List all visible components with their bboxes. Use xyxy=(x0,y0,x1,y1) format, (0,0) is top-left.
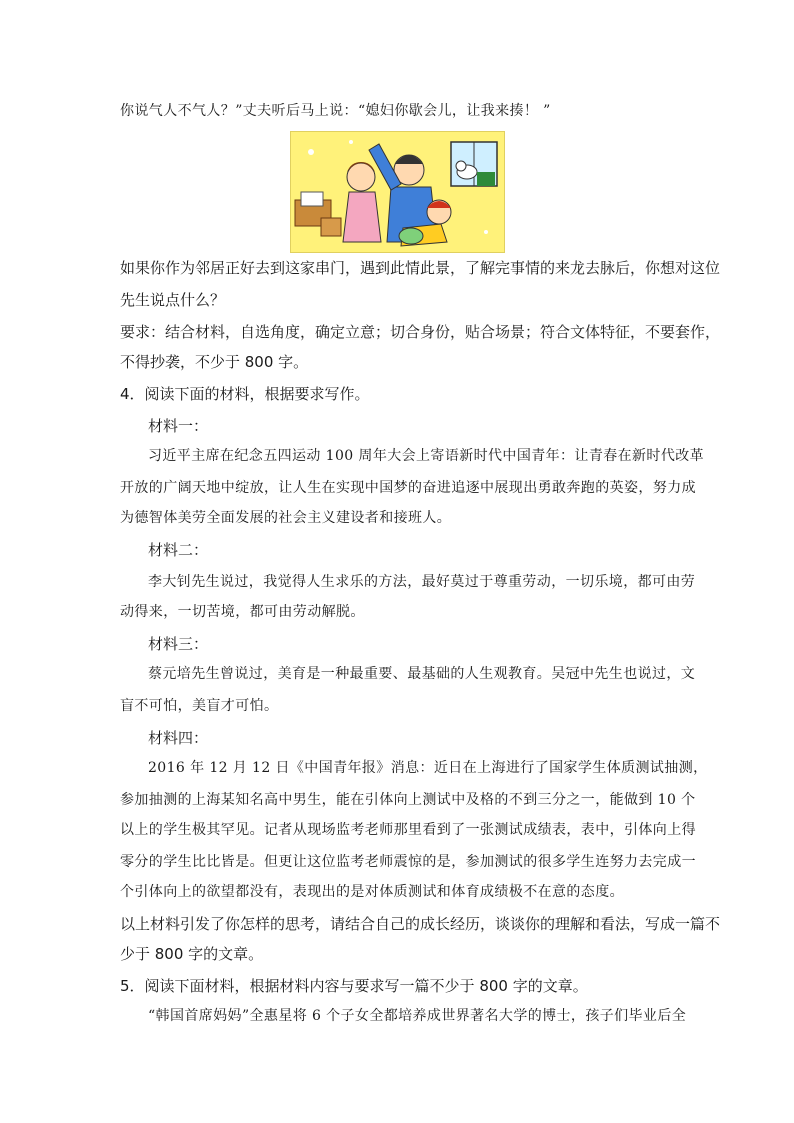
text-line: 盲不可怕，美盲才可怕。 xyxy=(120,698,279,714)
text-line: 不得抄袭，不少于 800 字。 xyxy=(120,353,309,371)
text-line: 你说气人不气人？”丈夫听后马上说：“媳妇你歇会儿，让我来揍！ ” xyxy=(120,103,551,119)
text-line: 以上的学生极其罕见。记者从现场监考老师那里看到了一张测试成绩表，表中，引体向上得 xyxy=(120,822,696,838)
text-line: 少于 800 字的文章。 xyxy=(120,945,264,963)
text-line: 要求：结合材料，自选角度，确定立意；切合身份，贴合场景；符合文体特征，不要套作， xyxy=(120,323,721,341)
cartoon-illustration xyxy=(290,131,505,253)
material-label: 材料四： xyxy=(148,729,209,747)
material-label: 材料二： xyxy=(148,541,209,559)
text-line: 以上材料引发了你怎样的思考，请结合自己的成长经历，谈谈你的理解和看法，写成一篇不 xyxy=(120,915,721,933)
family-scene-image xyxy=(291,132,504,252)
text-line: 参加抽测的上海某知名高中男生，能在引体向上测试中及格的不到三分之一，能做到 10 个 xyxy=(120,792,696,808)
text-line: 个引体向上的欲望都没有，表现出的是对体质测试和体育成绩极不在意的态度。 xyxy=(120,884,624,900)
material-label: 材料三： xyxy=(148,635,209,653)
text-line: 开放的广阔天地中绽放，让人生在实现中国梦的奋进追逐中展现出勇敢奔跑的英姿，努力成 xyxy=(120,480,696,496)
question-heading: 5．阅读下面材料，根据材料内容与要求写一篇不少于 800 字的文章。 xyxy=(120,977,588,995)
material-label: 材料一： xyxy=(148,417,209,435)
text-line: 如果你作为邻居正好去到这家串门，遇到此情此景，了解完事情的来龙去脉后，你想对这位 xyxy=(120,259,721,277)
text-line: 为德智体美劳全面发展的社会主义建设者和接班人。 xyxy=(120,510,452,526)
text-line: 习近平主席在纪念五四运动 100 周年大会上寄语新时代中国青年：让青春在新时代改革 xyxy=(148,448,705,464)
text-line: 零分的学生比比皆是。但更让这位监考老师震惊的是，参加测试的很多学生连努力去完成一 xyxy=(120,854,696,870)
text-line: 2016 年 12 月 12 日《中国青年报》消息：近日在上海进行了国家学生体质测试抽测， xyxy=(148,760,708,776)
text-line: 动得来，一切苦境，都可由劳动解脱。 xyxy=(120,604,365,620)
text-line: 蔡元培先生曾说过，美育是一种最重要、最基础的人生观教育。吴冠中先生也说过，文 xyxy=(148,666,696,682)
text-line: 先生说点什么？ xyxy=(120,291,226,309)
question-heading: 4．阅读下面的材料，根据要求写作。 xyxy=(120,385,370,403)
text-line: 李大钊先生说过，我觉得人生求乐的方法，最好莫过于尊重劳动，一切乐境，都可由劳 xyxy=(148,574,696,590)
text-line: “韩国首席妈妈”全惠星将 6 个子女全都培养成世界著名大学的博士，孩子们毕业后全 xyxy=(148,1008,687,1024)
